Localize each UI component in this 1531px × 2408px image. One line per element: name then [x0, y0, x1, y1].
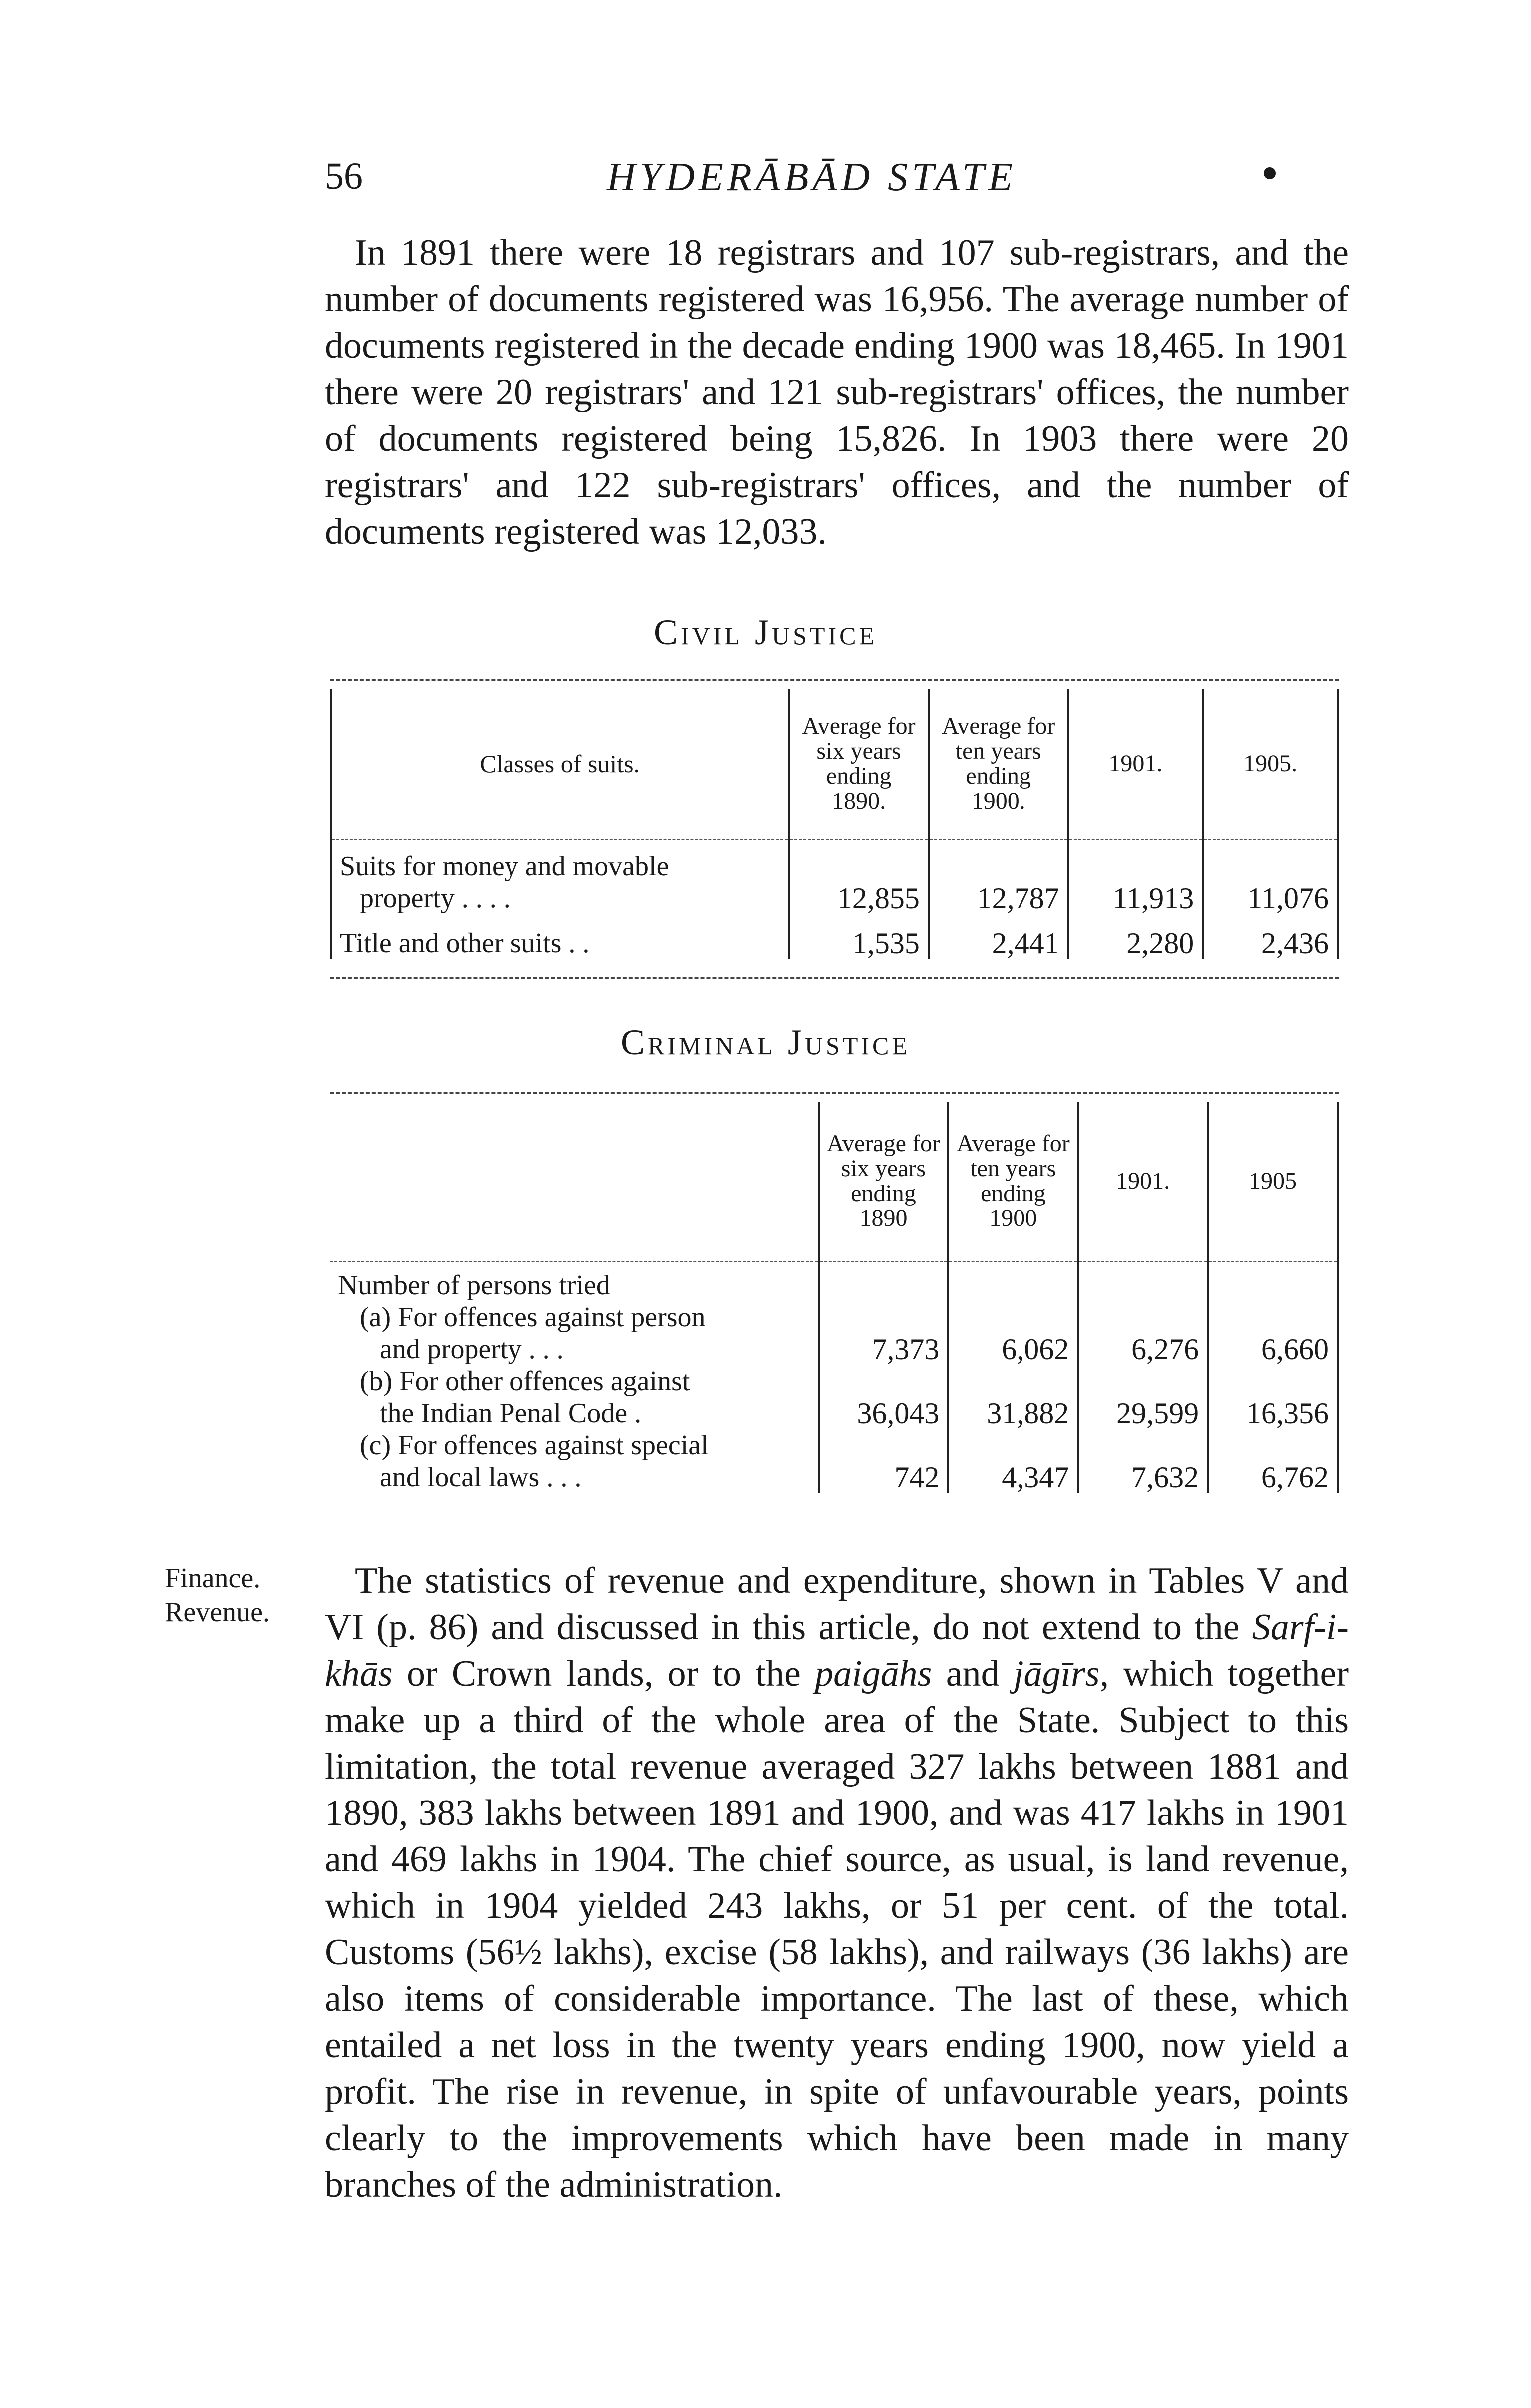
finance-text: or Crown lands, or to the: [392, 1653, 815, 1694]
criminal-justice-table: [330, 1102, 1339, 1493]
civil-justice-heading: Civil Justice: [654, 612, 877, 652]
cell-value: 6,062: [948, 1301, 1078, 1365]
row-label-line: and local laws . . .: [380, 1461, 582, 1493]
cell-value: 2,280: [1068, 914, 1203, 959]
cell-value: 11,913: [1068, 839, 1203, 914]
marginal-note-line: Finance.: [165, 1563, 261, 1594]
cell-value: 742: [819, 1429, 949, 1493]
cell-value: 6,660: [1208, 1301, 1338, 1365]
registration-paragraph: In 1891 there were 18 registrars and 107 sub-registrars, and the number of documents registered was 16,956. The average number of documents registered in the decade ending 1900 was 18,465. In 1901 there were 20 registrars' and 121 sub-registrars' offices, the number of documents registered being 15,826. In 1903 there were 20 registrars' and 122 sub-registrars' offices, and the number of documents registered was 12,033.: [325, 232, 1349, 552]
table-bottom-rule: [330, 977, 1339, 979]
table-row: [330, 1365, 1338, 1429]
row-label: [330, 1429, 819, 1493]
row-label-line: property . . . .: [360, 882, 510, 914]
row-label-line: (b) For other offences against: [360, 1365, 690, 1397]
ink-dot: [1264, 167, 1276, 179]
finance-italic-term: jāgīrs: [1013, 1653, 1100, 1694]
column-header-1905: 1905: [1208, 1102, 1338, 1261]
cell-value: 6,762: [1208, 1429, 1338, 1493]
civil-justice-table: [330, 689, 1339, 959]
page-header: [0, 145, 1531, 205]
row-label: [330, 1365, 819, 1429]
cell-value: 16,356: [1208, 1365, 1338, 1429]
table-row: [330, 1261, 1338, 1301]
column-header-avg-ten: Average for ten years ending 1900.: [929, 689, 1068, 839]
row-label: Title and other suits . .: [331, 914, 789, 959]
finance-text: The statistics of revenue and expenditure, shown in Tables V and VI (p. 86) and discussed in this article, do not extend to the: [325, 1560, 1349, 1648]
row-label-line: and property . . .: [380, 1333, 564, 1365]
cell-value: 11,076: [1203, 839, 1338, 914]
row-label-line: (a) For offences against person: [360, 1301, 706, 1333]
table-row: [330, 1429, 1338, 1493]
cell-value: 31,882: [948, 1365, 1078, 1429]
row-label: [330, 1301, 819, 1365]
marginal-note-line: Revenue.: [165, 1597, 270, 1628]
cell-value: 7,373: [819, 1301, 949, 1365]
cell-value: 2,436: [1203, 914, 1338, 959]
table-row: [331, 914, 1338, 959]
column-header-blank: [330, 1102, 819, 1261]
row-label-line: the Indian Penal Code .: [380, 1397, 642, 1429]
finance-text: , which together make up a third of the whole area of the State. Subject to this limitation, the total revenue averaged 327 lakhs between 1881 and 1890, 383 lakhs between 1891 and 1900, and was 417 lakhs in 1901 and 469 lakhs in 1904. The chief source, as usual, is land revenue, which in 1904 yielded 243 lakhs, or 51 per cent. of the total. Customs (56½ lakhs), excise (58 lakhs), and railways (36 lakhs) are also items of considerable importance. The last of these, which entailed a net loss in the twenty years ending 1900, now yield a profit. The rise in revenue, in spite of unfavourable years, points clearly to the improvements which have been made in many branches of the administration.: [325, 1653, 1349, 2205]
row-label-line: (c) For offences against special: [360, 1429, 709, 1461]
column-header-classes: Classes of suits.: [331, 689, 789, 839]
criminal-justice-heading: Criminal Justice: [621, 1022, 910, 1062]
column-header-1901: 1901.: [1068, 689, 1203, 839]
column-header-avg-six: Average for six years ending 1890: [819, 1102, 949, 1261]
cell-value: 12,787: [929, 839, 1068, 914]
cell-value: 6,276: [1078, 1301, 1208, 1365]
row-label-line: Suits for money and movable: [340, 850, 669, 882]
row-intro: Number of persons tried: [338, 1269, 610, 1301]
cell-value: 29,599: [1078, 1365, 1208, 1429]
cell-value: 2,441: [929, 914, 1068, 959]
finance-italic-term: paigāhs: [815, 1653, 932, 1694]
column-header-1905: 1905.: [1203, 689, 1338, 839]
table-top-rule: [330, 1092, 1339, 1094]
cell-value: 7,632: [1078, 1429, 1208, 1493]
cell-value: 12,855: [789, 839, 929, 914]
cell-value: 4,347: [948, 1429, 1078, 1493]
marginal-note: [165, 1561, 270, 1629]
finance-italic-term: Sarf-i-khās: [325, 1607, 1349, 1694]
running-title: HYDERĀBĀD STATE: [607, 155, 1017, 199]
column-header-1901: 1901.: [1078, 1102, 1208, 1261]
column-header-avg-ten: Average for ten years ending 1900: [948, 1102, 1078, 1261]
cell-value: 36,043: [819, 1365, 949, 1429]
column-header-avg-six: Average for six years ending 1890.: [789, 689, 929, 839]
row-label: [331, 839, 789, 914]
table-top-rule: [330, 679, 1339, 681]
cell-value: 1,535: [789, 914, 929, 959]
finance-text: and: [932, 1653, 1014, 1694]
finance-paragraph: [325, 1558, 1349, 2208]
page-number: 56: [325, 155, 363, 197]
table-row: [330, 1301, 1338, 1365]
table-row: [331, 839, 1338, 914]
